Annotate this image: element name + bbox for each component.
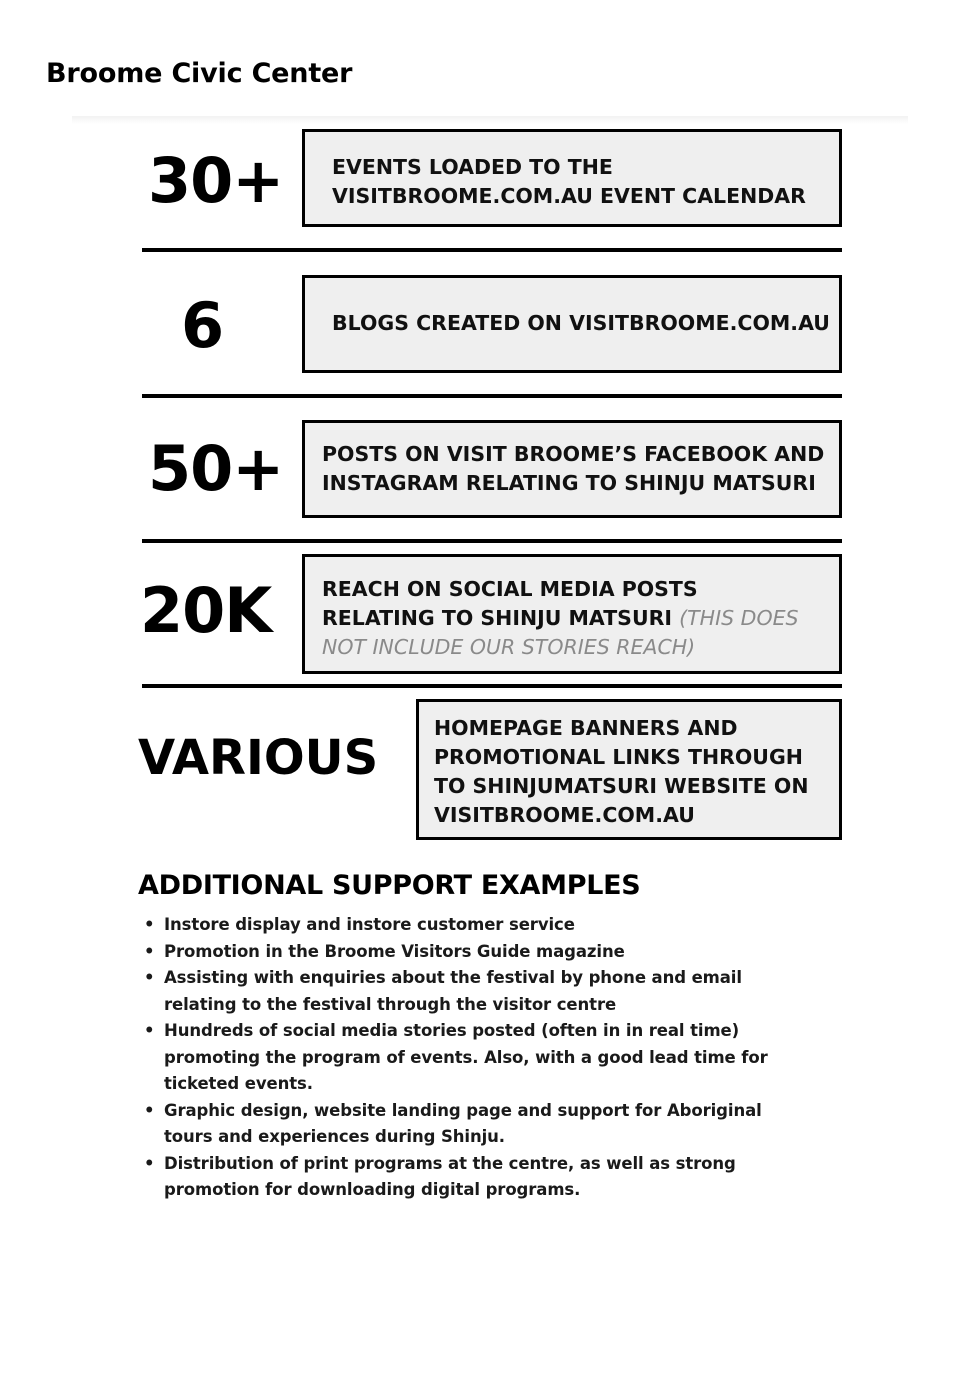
- divider: [142, 684, 842, 688]
- header-shadow: [72, 116, 908, 124]
- stat-text-reach: REACH ON SOCIAL MEDIA POSTS RELATING TO SHINJU MATSURI: [322, 577, 698, 630]
- stat-number-various: VARIOUS: [138, 730, 379, 786]
- divider: [142, 248, 842, 252]
- support-list: [140, 912, 780, 1204]
- stat-note-reach: (THIS DOES NOT INCLUDE OUR STORIES REACH): [322, 606, 799, 659]
- list-item: • Instore display and instore customer service: [140, 912, 780, 939]
- stat-text-posts: POSTS ON VISIT BROOME’S FACEBOOK AND INSTAGRAM RELATING TO SHINJU MATSURI: [322, 442, 825, 495]
- stat-box-various: [416, 699, 842, 840]
- list-item: • Promotion in the Broome Visitors Guide magazine: [140, 939, 780, 966]
- stat-number-blogs: 6: [181, 289, 224, 362]
- stat-text-various: HOMEPAGE BANNERS AND PROMOTIONAL LINKS THROUGH TO SHINJUMATSURI WEBSITE ON VISITBROOME.COM.AU: [434, 716, 809, 827]
- list-item: • Hundreds of social media stories posted (often in in real time) promoting the program of events. Also, with a good lead time for ticketed events.: [140, 1018, 780, 1098]
- stat-box-posts: [302, 420, 842, 518]
- list-item: • Graphic design, website landing page and support for Aboriginal tours and experiences during Shinju.: [140, 1098, 780, 1151]
- stat-box-blogs: [302, 275, 842, 373]
- section-heading: ADDITIONAL SUPPORT EXAMPLES: [138, 870, 641, 901]
- stat-number-events: 30+: [148, 144, 284, 217]
- stat-number-reach: 20K: [140, 574, 272, 647]
- list-item: • Assisting with enquiries about the festival by phone and email relating to the festival through the visitor centre: [140, 965, 780, 1018]
- list-item: • Distribution of print programs at the centre, as well as strong promotion for downloading digital programs.: [140, 1151, 780, 1204]
- stat-text-events: EVENTS LOADED TO THE VISITBROOME.COM.AU EVENT CALENDAR: [332, 155, 806, 208]
- divider: [142, 539, 842, 543]
- divider: [142, 394, 842, 398]
- stat-box-events: [302, 129, 842, 227]
- stat-text-blogs: BLOGS CREATED ON VISITBROOME.COM.AU: [332, 311, 830, 335]
- stat-box-reach: [302, 554, 842, 674]
- page-title: Broome Civic Center: [46, 58, 353, 89]
- stat-number-posts: 50+: [148, 432, 284, 505]
